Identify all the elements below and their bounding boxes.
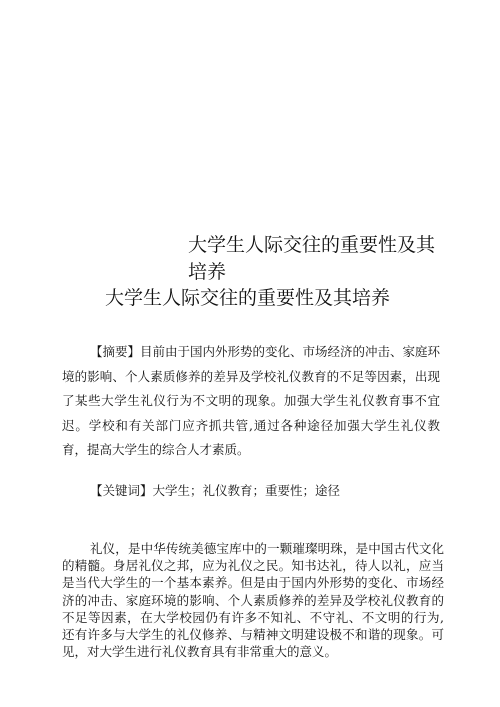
- keywords-line: 【关键词】大学生；礼仪教育；重要性；途径: [90, 483, 341, 498]
- abstract-paragraph: 【摘要】目前由于国内外形势的变化、市场经济的冲击、家庭环境的影响、个人素质修养的差异及学校礼仪教育的不足等因素，出现 了某些大学生礼仪行为不文明的现象。加强大学生礼仪教育事不宜 迟。学校和有关部门应齐抓共管,通过各种途径加强大学生礼仪教育，提高大学生的综合人才素质。: [62, 344, 441, 457]
- body-paragraph: 礼仪，是中华传统美德宝库中的一颗璀璨明珠，是中国古代文化 的精髓。身居礼仪之邦，应为礼仪之民。知书达礼，待人以礼，应当 是当代大学生的一个基本素养。但是由于国内外形势的变化、市场经 济的冲击、家庭环境的影响、个人素质修养的差异及学校礼仪教育的 不足等因素，在大学校园仍有许多不知礼、不守礼、不文明的行为, 还有许多与大学生的礼仪修养、与精神文明建设极不和谐的现象。可 见，对大学生进行礼仪教育具有非常重大的意义。: [62, 541, 444, 660]
- document-title-repeat: 大学生人际交往的重要性及其培养: [105, 287, 391, 309]
- document-title: 大学生人际交往的重要性及其培养: [188, 234, 436, 283]
